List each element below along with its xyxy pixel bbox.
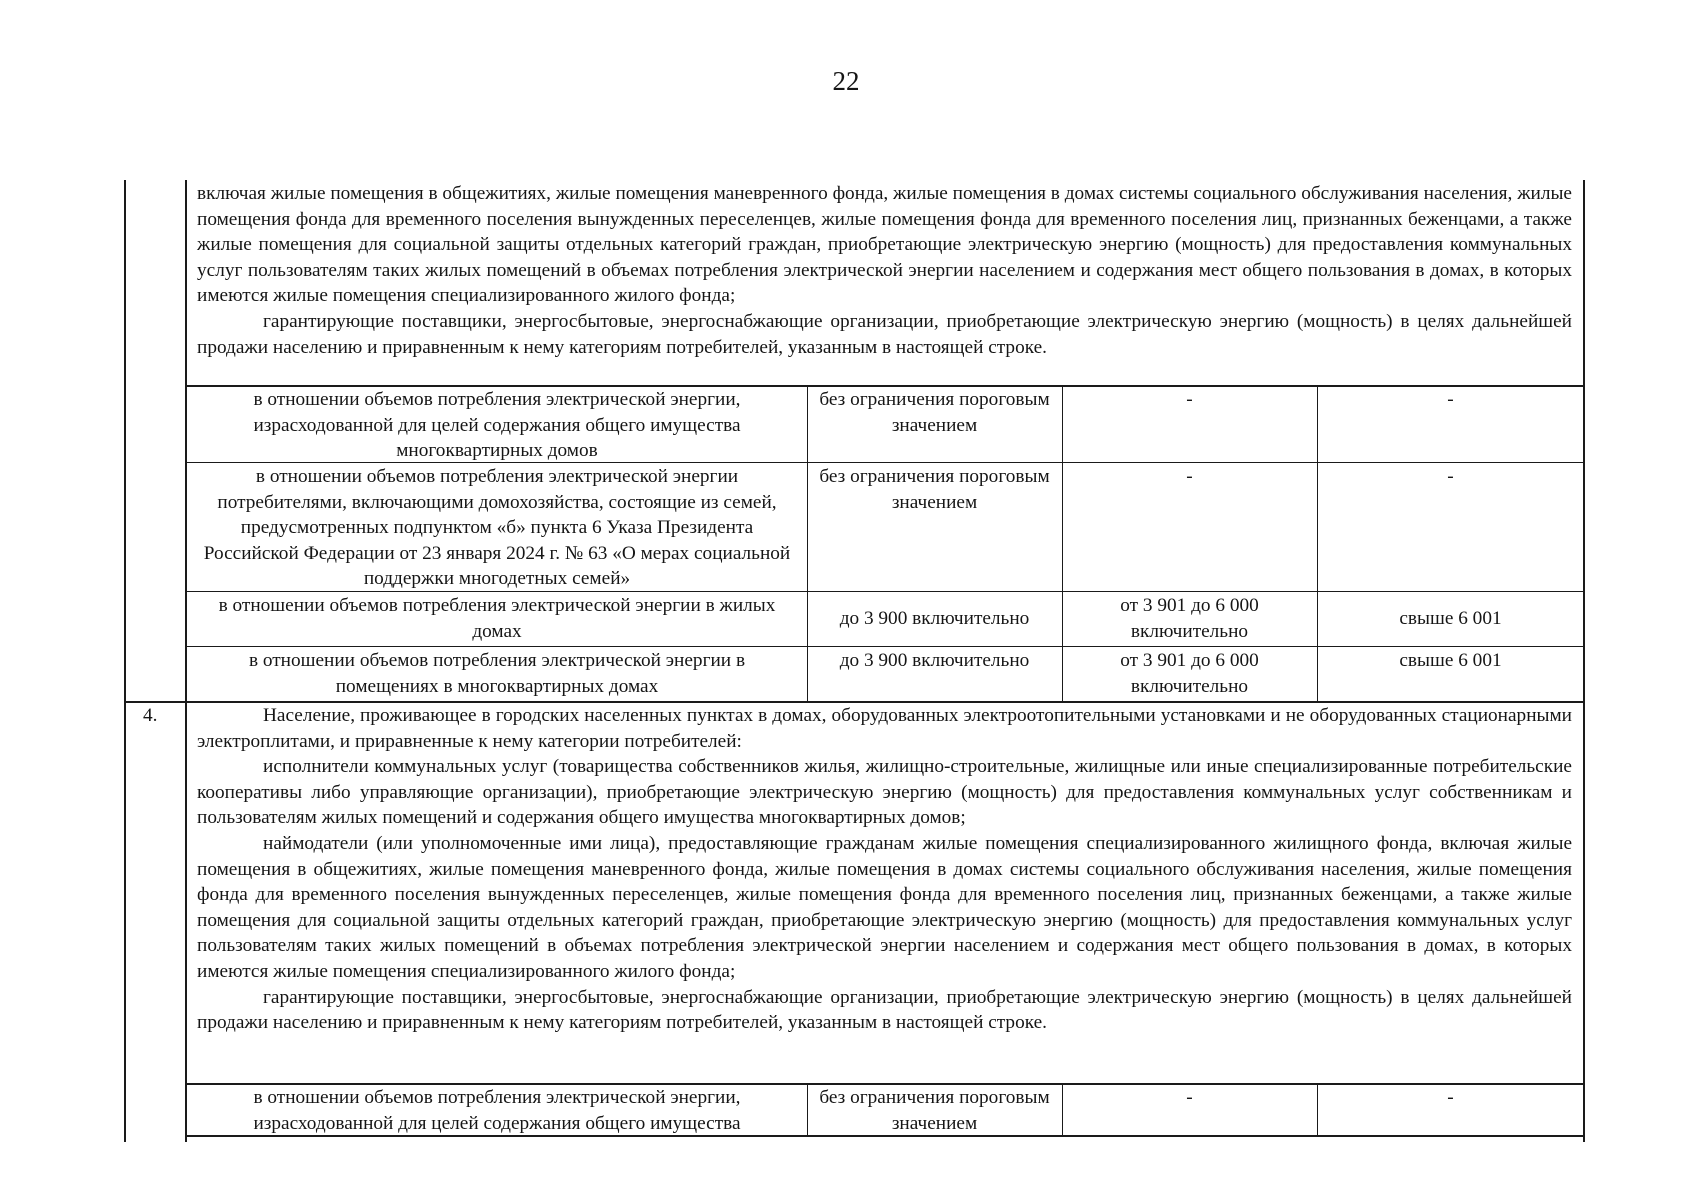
paragraph: включая жилые помещения в общежитиях, жилые помещения маневренного фонда, жилые помещения в домах системы социального обслуживания населения, жилые помещения фонда для временного поселения вынужденных переселенцев, жилые помещения фонда для временного поселения лиц, признанных беженцами, а также жилые помещения для социальной защиты отдельных категорий граждан, приобретающие электрическую энергию (мощность) для предоставления коммунальных услуг пользователям таких жилых помещений в объемах потребления электрической энергии населением и содержания мест общего пользования в домах, в которых имеются жилые помещения специализированного жилого фонда; bbox=[197, 183, 1572, 307]
section-number: 4. bbox=[143, 705, 158, 726]
paragraph: наймодатели (или уполномоченные ими лица), предоставляющие гражданам жилые помещения специализированного жилищного фонда, включая жилые помещения в общежитиях, жилые помещения маневренного фонда, жилые помещения в домах системы социального обслуживания населения, жилые помещения фонда для временного поселения вынужденных переселенцев, жилые помещения фонда для временного поселения лиц, признанных беженцами, а также жилые помещения для социальной защиты отдельных категорий граждан, приобретающие электрическую энергию (мощность) для предоставления коммунальных услуг пользователям таких жилых помещений в объемах потребления электрической энергии населением и содержания мест общего пользования в домах, в которых имеются жилые помещения специализированного жилого фонда; bbox=[197, 832, 1572, 982]
row-label: в отношении объемов потребления электрической энергии потребителями, включающими домохозяйства, состоящие из семей, предусмотренных подпунктом «б» пункта 6 Указа Президента Российской Федерации от 23 января 2024 г. № 63 «О мерах социальной поддержки многодетных семей» bbox=[203, 466, 791, 590]
column-divider bbox=[1062, 385, 1063, 702]
threshold-value: - bbox=[1186, 389, 1193, 410]
threshold-value: - bbox=[1447, 466, 1454, 487]
threshold-value: от 3 901 до 6 000 включительно bbox=[1120, 650, 1259, 697]
paragraph: гарантирующие поставщики, энергосбытовые, энергоснабжающие организации, приобретающие электрическую энергию (мощность) в целях дальнейшей продажи населению и приравненным к нему категориям потребителей, указанным в настоящей строке. bbox=[197, 310, 1572, 358]
column-divider bbox=[1317, 1083, 1318, 1137]
section-4-text-block bbox=[197, 703, 1572, 1036]
table-right-border bbox=[1583, 180, 1585, 1142]
threshold-value: - bbox=[1186, 1087, 1193, 1108]
threshold-value: - bbox=[1447, 389, 1454, 410]
threshold-value: - bbox=[1447, 1087, 1454, 1108]
threshold-value: до 3 900 включительно bbox=[839, 608, 1030, 629]
threshold-value: - bbox=[1186, 466, 1193, 487]
row-label: в отношении объемов потребления электрической энергии в жилых домах bbox=[218, 595, 776, 642]
threshold-value: без ограничения пороговым значением bbox=[819, 389, 1050, 436]
threshold-value: без ограничения пороговым значением bbox=[819, 466, 1050, 513]
column-divider bbox=[807, 1083, 808, 1137]
threshold-value: свыше 6 001 bbox=[1399, 650, 1502, 671]
column-divider bbox=[1062, 1083, 1063, 1137]
paragraph: исполнители коммунальных услуг (товарищества собственников жилья, жилищно-строительные, жилищные или иные специализированные потребительские кооперативы либо управляющие организации), приобретающие электрическую энергию (мощность) для предоставления коммунальных услуг собственникам и пользователям жилых помещений и содержания общего имущества многоквартирных домов; bbox=[197, 756, 1572, 829]
column-divider bbox=[807, 385, 808, 702]
paragraph: Население, проживающее в городских населенных пунктах в домах, оборудованных электроотопительными установками и не оборудованных стационарными электроплитами, и приравненные к нему категории потребителей: bbox=[197, 705, 1572, 752]
row-label: в отношении объемов потребления электрической энергии в помещениях в многоквартирных домах bbox=[248, 650, 746, 697]
column-divider bbox=[1317, 385, 1318, 702]
page-number: 22 bbox=[832, 66, 860, 96]
row-label: в отношении объемов потребления электрической энергии, израсходованной для целей содержания общего имущества bbox=[253, 1087, 741, 1134]
threshold-value: без ограничения пороговым значением bbox=[819, 1087, 1050, 1134]
continued-text-block bbox=[197, 181, 1572, 360]
row-divider bbox=[185, 646, 1585, 647]
threshold-value: до 3 900 включительно bbox=[839, 650, 1030, 671]
paragraph: гарантирующие поставщики, энергосбытовые, энергоснабжающие организации, приобретающие электрическую энергию (мощность) в целях дальнейшей продажи населению и приравненным к нему категориям потребителей, указанным в настоящей строке. bbox=[197, 986, 1572, 1034]
row-label: в отношении объемов потребления электрической энергии, израсходованной для целей содержания общего имущества многоквартирных домов bbox=[253, 389, 741, 462]
number-column-border bbox=[185, 180, 187, 1142]
table-left-border bbox=[124, 180, 126, 1142]
threshold-value: от 3 901 до 6 000 включительно bbox=[1120, 595, 1259, 642]
threshold-value: свыше 6 001 bbox=[1399, 608, 1502, 629]
